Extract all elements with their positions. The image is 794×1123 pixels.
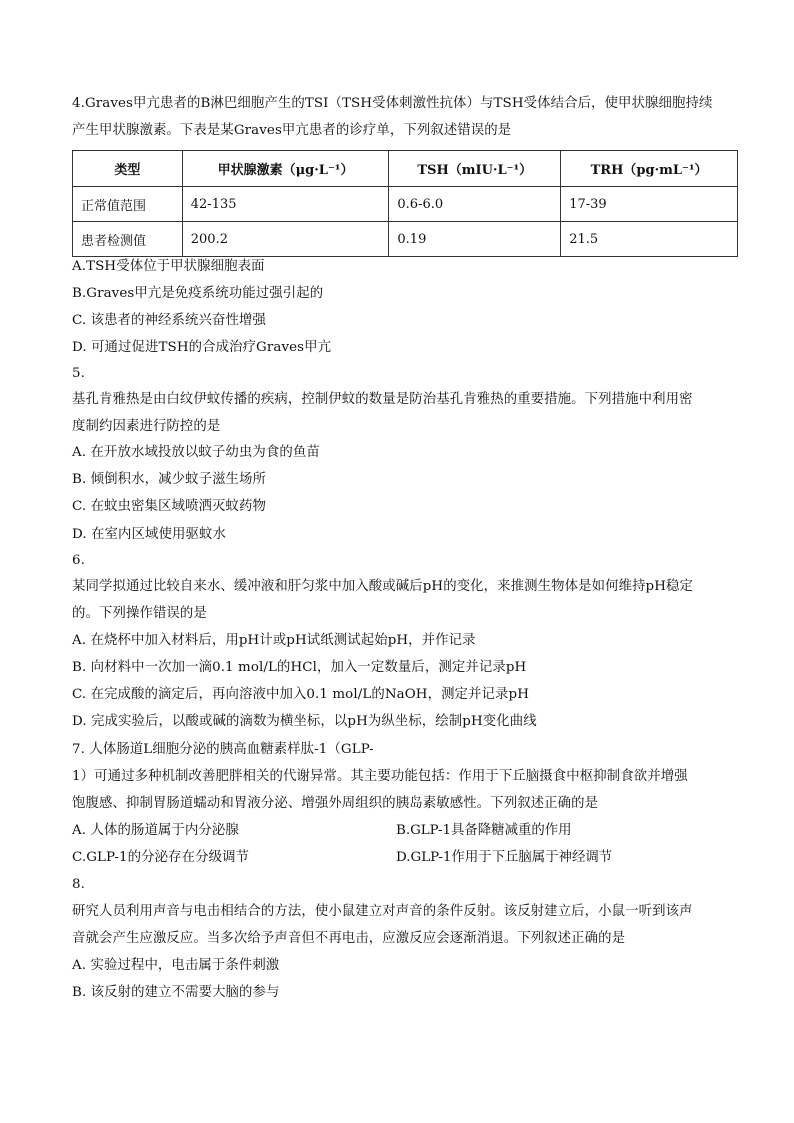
table-header-cell: 类型	[73, 151, 183, 187]
q7-option-b: B.GLP-1具备降糖减重的作用	[396, 823, 572, 838]
table-cell: 患者检测值	[73, 222, 183, 257]
q4-stem-line1: 4.Graves甲亢患者的B淋巴细胞产生的TSI（TSH受体刺激性抗体）与TSH受体结合后，使甲状腺细胞持续	[72, 96, 713, 111]
q6-stem-line2: 的。下列操作错误的是	[72, 606, 207, 621]
q4-option-b: B.Graves甲亢是免疫系统功能过强引起的	[72, 286, 324, 301]
q4-stem-line2: 产生甲状腺激素。下表是某Graves甲亢患者的诊疗单，下列叙述错误的是	[72, 123, 512, 138]
q6-option-a: A. 在烧杯中加入材料后，用pH计或pH试纸测试起始pH，并作记录	[72, 633, 476, 648]
table-cell: 0.19	[389, 222, 561, 257]
table-cell: 200.2	[182, 222, 389, 257]
q4-diagnosis-table	[72, 150, 738, 257]
table-header-cell: TSH（mIU·L⁻¹）	[389, 151, 561, 187]
q6-option-c: C. 在完成酸的滴定后，再向溶液中加入0.1 mol/L的NaOH，测定并记录pH	[72, 687, 529, 702]
q8-option-a: A. 实验过程中，电击属于条件刺激	[72, 958, 280, 973]
table-header-row	[73, 151, 738, 187]
q5-option-b: B. 倾倒积水，减少蚊子滋生场所	[72, 472, 267, 487]
table-cell: 17-39	[561, 187, 738, 222]
q7-stem-line3: 饱腹感、抑制胃肠道蠕动和胃液分泌、增强外周组织的胰岛素敏感性。下列叙述正确的是	[72, 796, 599, 811]
q4-option-d: D. 可通过促进TSH的合成治疗Graves甲亢	[72, 340, 332, 355]
q8-number: 8.	[72, 877, 85, 892]
q6-number: 6.	[72, 553, 85, 568]
q7-option-c: C.GLP-1的分泌存在分级调节	[72, 850, 250, 865]
q8-option-b: B. 该反射的建立不需要大脑的参与	[72, 985, 280, 1000]
q7-stem-line1: 7. 人体肠道L细胞分泌的胰高血糖素样肽-1（GLP-	[72, 742, 374, 757]
table-row	[73, 222, 738, 257]
table-header-cell: 甲状腺激素（μg·L⁻¹）	[182, 151, 389, 187]
table-cell: 21.5	[561, 222, 738, 257]
q7-option-d: D.GLP-1作用于下丘脑属于神经调节	[396, 850, 613, 865]
q5-stem-line2: 度制约因素进行防控的是	[72, 419, 221, 434]
q6-stem-line1: 某同学拟通过比较自来水、缓冲液和肝匀浆中加入酸或碱后pH的变化，来推测生物体是如何维持pH稳定	[72, 579, 693, 594]
q5-option-c: C. 在蚊虫密集区域喷洒灭蚊药物	[72, 499, 266, 514]
q5-option-a: A. 在开放水域投放以蚊子幼虫为食的鱼苗	[72, 445, 320, 460]
table-cell: 0.6-6.0	[389, 187, 561, 222]
table-header-cell: TRH（pg·mL⁻¹）	[561, 151, 738, 187]
q4-option-a: A.TSH受体位于甲状腺细胞表面	[72, 259, 265, 274]
q4-option-c: C. 该患者的神经系统兴奋性增强	[72, 313, 266, 328]
table-row	[73, 187, 738, 222]
q5-option-d: D. 在室内区域使用驱蚊水	[72, 527, 226, 542]
q8-stem-line1: 研究人员利用声音与电击相结合的方法，使小鼠建立对声音的条件反射。该反射建立后，小鼠一听到该声	[72, 904, 693, 919]
table-cell: 正常值范围	[73, 187, 183, 222]
q6-option-d: D. 完成实验后，以酸或碱的滴数为横坐标，以pH为纵坐标，绘制pH变化曲线	[72, 714, 537, 729]
q6-option-b: B. 向材料中一次加一滴0.1 mol/L的HCl，加入一定数量后，测定并记录pH	[72, 660, 527, 675]
q8-stem-line2: 音就会产生应激反应。当多次给予声音但不再电击，应激反应会逐渐消退。下列叙述正确的是	[72, 931, 626, 946]
q7-option-a: A. 人体的肠道属于内分泌腺	[72, 823, 239, 838]
table-cell: 42-135	[182, 187, 389, 222]
q7-stem-line2: 1）可通过多种机制改善肥胖相关的代谢异常。其主要功能包括：作用于下丘脑摄食中枢抑制食欲并增强	[72, 769, 688, 784]
q5-number: 5.	[72, 366, 85, 381]
q5-stem-line1: 基孔肯雅热是由白纹伊蚊传播的疾病，控制伊蚊的数量是防治基孔肯雅热的重要措施。下列措施中利用密	[72, 392, 693, 407]
